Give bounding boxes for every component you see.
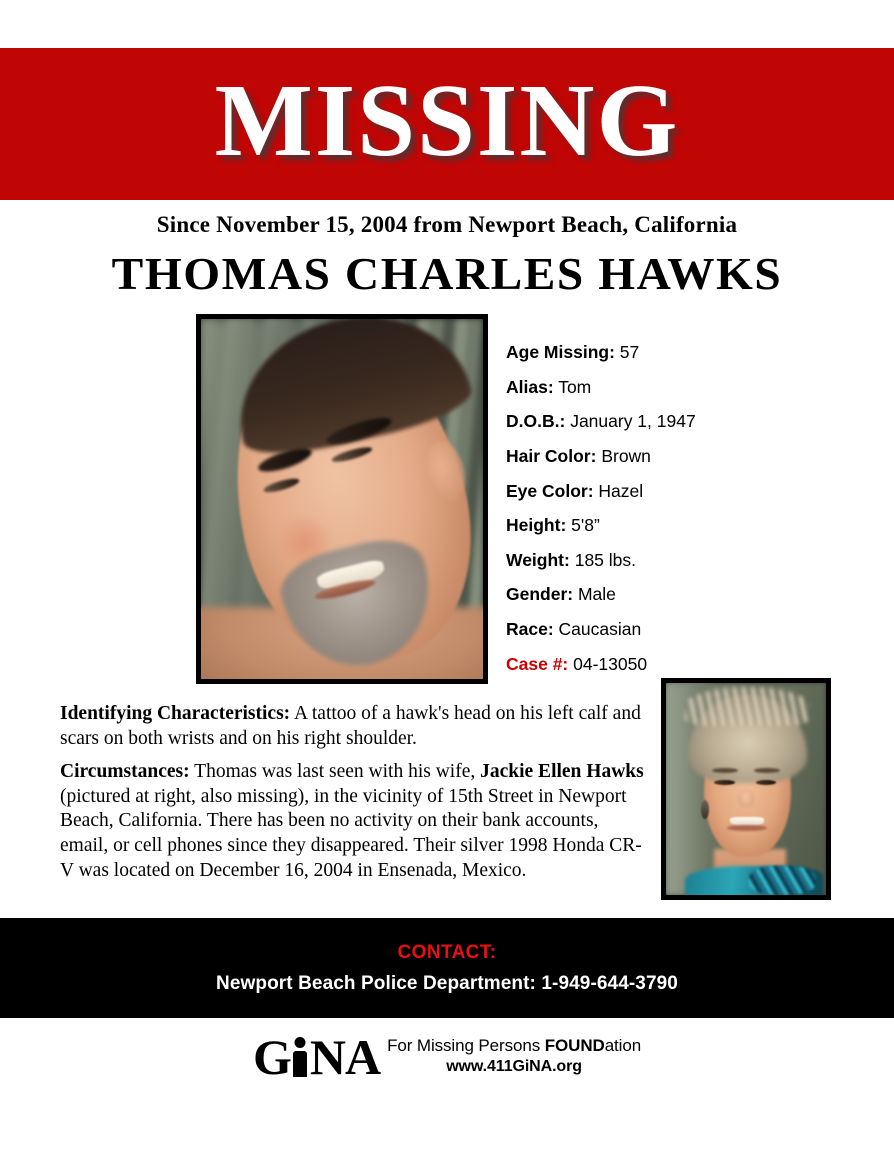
detail-row bbox=[506, 377, 894, 397]
detail-label: Eye Color: bbox=[506, 480, 594, 501]
logo-letters-na: NA bbox=[309, 1029, 381, 1086]
circumstances-text-2: (pictured at right, also missing), in the vicinity of 15th Street in Newport Beach, California. There has been no activity on their bank accounts, email, or cell phones since they disappeared. Their silver 1998 Honda CR-V was located on December 16, 2004 in Ensenada, Mexico. bbox=[60, 785, 642, 881]
detail-row bbox=[506, 446, 894, 466]
detail-label: Height: bbox=[506, 515, 567, 536]
detail-value: Tom bbox=[558, 376, 592, 397]
detail-value: Brown bbox=[601, 445, 651, 466]
main-row bbox=[0, 314, 894, 688]
circumstances-text-1: Thomas was last seen with his wife, bbox=[194, 760, 476, 782]
detail-label: Gender: bbox=[506, 584, 574, 605]
detail-label: Age Missing: bbox=[506, 342, 615, 362]
tagline-post: ation bbox=[604, 1036, 642, 1056]
identifying-characteristics bbox=[60, 702, 645, 752]
contact-title: CONTACT: bbox=[397, 941, 497, 963]
detail-label: Race: bbox=[506, 619, 554, 639]
primary-photo-image bbox=[201, 319, 483, 679]
detail-row bbox=[506, 481, 894, 501]
narrative-row bbox=[0, 702, 894, 900]
secondary-photo bbox=[661, 678, 831, 900]
detail-label: D.O.B.: bbox=[506, 411, 566, 432]
detail-value: Male bbox=[577, 584, 616, 605]
foundation-url: www.411GiNA.org bbox=[446, 1058, 582, 1076]
circumstances-label: Circumstances: bbox=[60, 760, 190, 782]
footer-logo bbox=[0, 1029, 894, 1086]
since-line: Since November 15, 2004 from Newport Beach, California bbox=[156, 212, 738, 237]
circumstances bbox=[60, 760, 645, 884]
missing-headline: MISSING bbox=[214, 63, 680, 178]
detail-value: January 1, 1947 bbox=[570, 411, 696, 432]
missing-banner bbox=[0, 48, 894, 200]
detail-value: 185 lbs. bbox=[574, 549, 637, 570]
logo-tagline bbox=[387, 1036, 641, 1078]
detail-label: Weight: bbox=[506, 549, 570, 570]
tagline-line bbox=[387, 1036, 641, 1056]
detail-row bbox=[506, 342, 894, 362]
detail-value: Caucasian bbox=[558, 619, 642, 639]
case-number-label: Case #: bbox=[506, 653, 569, 674]
detail-label: Alias: bbox=[506, 376, 554, 397]
person-figure-icon bbox=[292, 1037, 309, 1077]
contact-band bbox=[0, 918, 894, 1018]
detail-row bbox=[506, 584, 894, 604]
detail-value: Hazel bbox=[598, 480, 644, 501]
detail-row bbox=[506, 515, 894, 535]
top-margin bbox=[0, 0, 894, 48]
identifying-label: Identifying Characteristics: bbox=[60, 703, 291, 725]
case-number-value: 04-13050 bbox=[573, 653, 648, 674]
tagline-pre: For Missing Persons bbox=[387, 1036, 545, 1056]
details-list bbox=[506, 314, 894, 688]
detail-row bbox=[506, 619, 894, 639]
detail-row bbox=[506, 550, 894, 570]
logo-letter-g: G bbox=[252, 1029, 291, 1086]
detail-label: Hair Color: bbox=[506, 445, 597, 466]
wife-name: Jackie Ellen Hawks bbox=[480, 760, 644, 782]
contact-phone-line: Newport Beach Police Department: 1-949-644-3790 bbox=[216, 972, 678, 994]
narrative-text bbox=[60, 702, 645, 891]
secondary-photo-image bbox=[666, 683, 826, 895]
page-title: THOMAS CHARLES HAWKS bbox=[111, 248, 783, 299]
detail-value: 5'8” bbox=[571, 515, 600, 536]
gina-wordmark bbox=[252, 1029, 381, 1086]
case-number-row bbox=[506, 654, 894, 674]
identifying-text: A tattoo of a hawk's head on his left calf and scars on both wrists and on his right shoulder. bbox=[60, 703, 641, 749]
tagline-found: FOUND bbox=[544, 1036, 605, 1056]
detail-value: 57 bbox=[619, 342, 640, 362]
primary-photo bbox=[196, 314, 488, 684]
detail-row bbox=[506, 411, 894, 431]
